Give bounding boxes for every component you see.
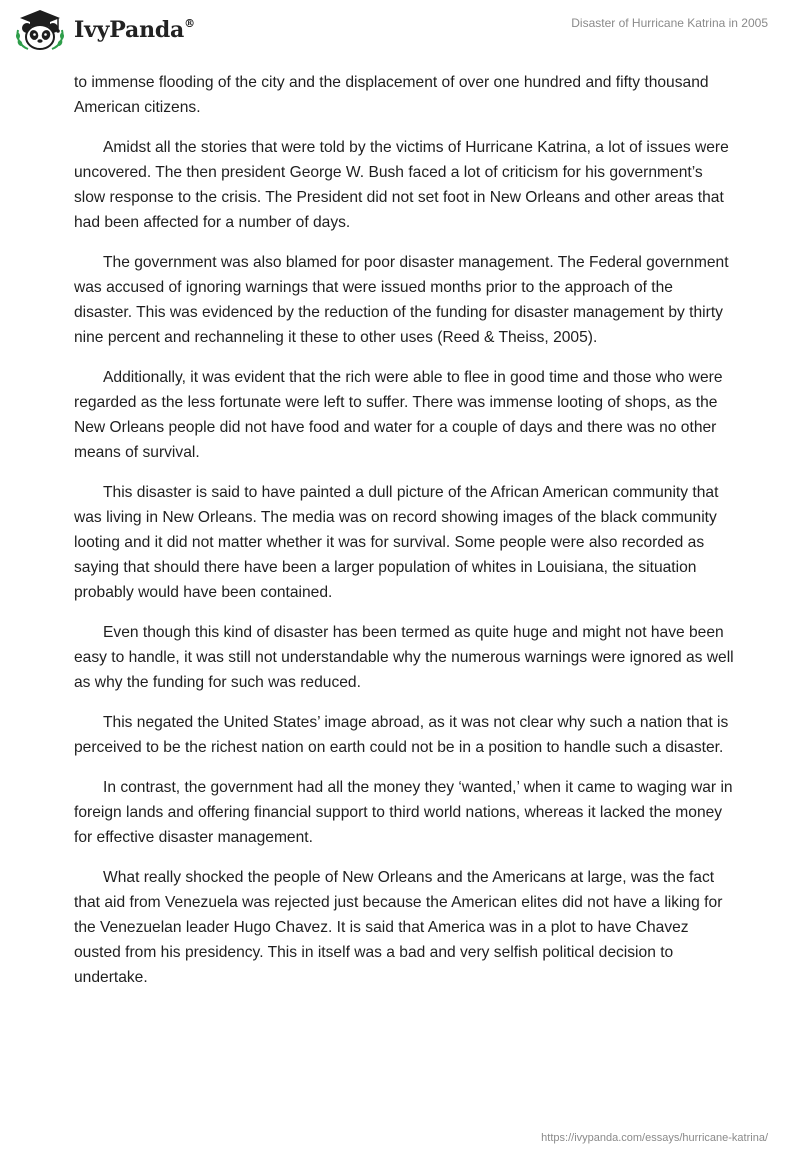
paragraph: Additionally, it was evident that the rich were able to flee in good time and those who were regarded as the less fortunate were left to suffer. There was immense looting of shops, as the New Orleans people did not have food and water for a couple of days and there was no other means of survival. bbox=[74, 369, 723, 461]
registered-mark: ® bbox=[184, 16, 195, 30]
paragraph: Amidst all the stories that were told by the victims of Hurricane Katrina, a lot of issues were uncovered. The then president George W. Bush faced a lot of criticism for his government’s slow response to the crisis. The President did not set foot in New Orleans and other areas that had been affected for a number of days. bbox=[74, 139, 729, 231]
paragraph: This disaster is said to have painted a dull picture of the African American community that was living in New Orleans. The media was on record showing images of the black community looting and it did not matter whether it was for survival. Some people were also recorded as saying that should there have been a larger population of whites in Louisiana, the situation probably would have been contained. bbox=[74, 484, 719, 601]
ivypanda-logo[interactable] bbox=[14, 8, 195, 52]
paragraph: What really shocked the people of New Orleans and the Americans at large, was the fact that aid from Venezuela was rejected just because the American elites did not have a liking for the Venezuelan leader Hugo Chavez. It is said that America was in a plot to have Chavez ousted from his presidency. This in itself was a bad and very selfish political decision to undertake. bbox=[74, 869, 723, 986]
source-url[interactable]: https://ivypanda.com/essays/hurricane-katrina/ bbox=[541, 1132, 768, 1144]
paragraph: In contrast, the government had all the money they ‘wanted,’ when it came to waging war in foreign lands and offering financial support to third world nations, whereas it lacked the money for effective disaster management. bbox=[74, 779, 733, 846]
essay-body bbox=[74, 70, 734, 1005]
paragraph: The government was also blamed for poor disaster management. The Federal government was accused of ignoring warnings that were issued months prior to the approach of the disaster. This was evidenced by the reduction of the funding for disaster management by thirty nine percent and rechanneling it these to other uses (Reed & Theiss, 2005). bbox=[74, 254, 729, 346]
page-header bbox=[0, 0, 800, 60]
brand-name-text: IvyPanda bbox=[74, 17, 185, 43]
paragraph: to immense flooding of the city and the displacement of over one hundred and fifty thousand American citizens. bbox=[74, 74, 709, 116]
paragraph: Even though this kind of disaster has been termed as quite huge and might not have been easy to handle, it was still not understandable why the numerous warnings were ignored as well as why the funding for such was reduced. bbox=[74, 624, 734, 691]
brand-name bbox=[74, 17, 195, 43]
panda-graduate-icon bbox=[14, 8, 66, 52]
paragraph: This negated the United States’ image abroad, as it was not clear why such a nation that is perceived to be the richest nation on earth could not be in a position to handle such a disaster. bbox=[74, 714, 729, 756]
document-title: Disaster of Hurricane Katrina in 2005 bbox=[571, 16, 768, 30]
